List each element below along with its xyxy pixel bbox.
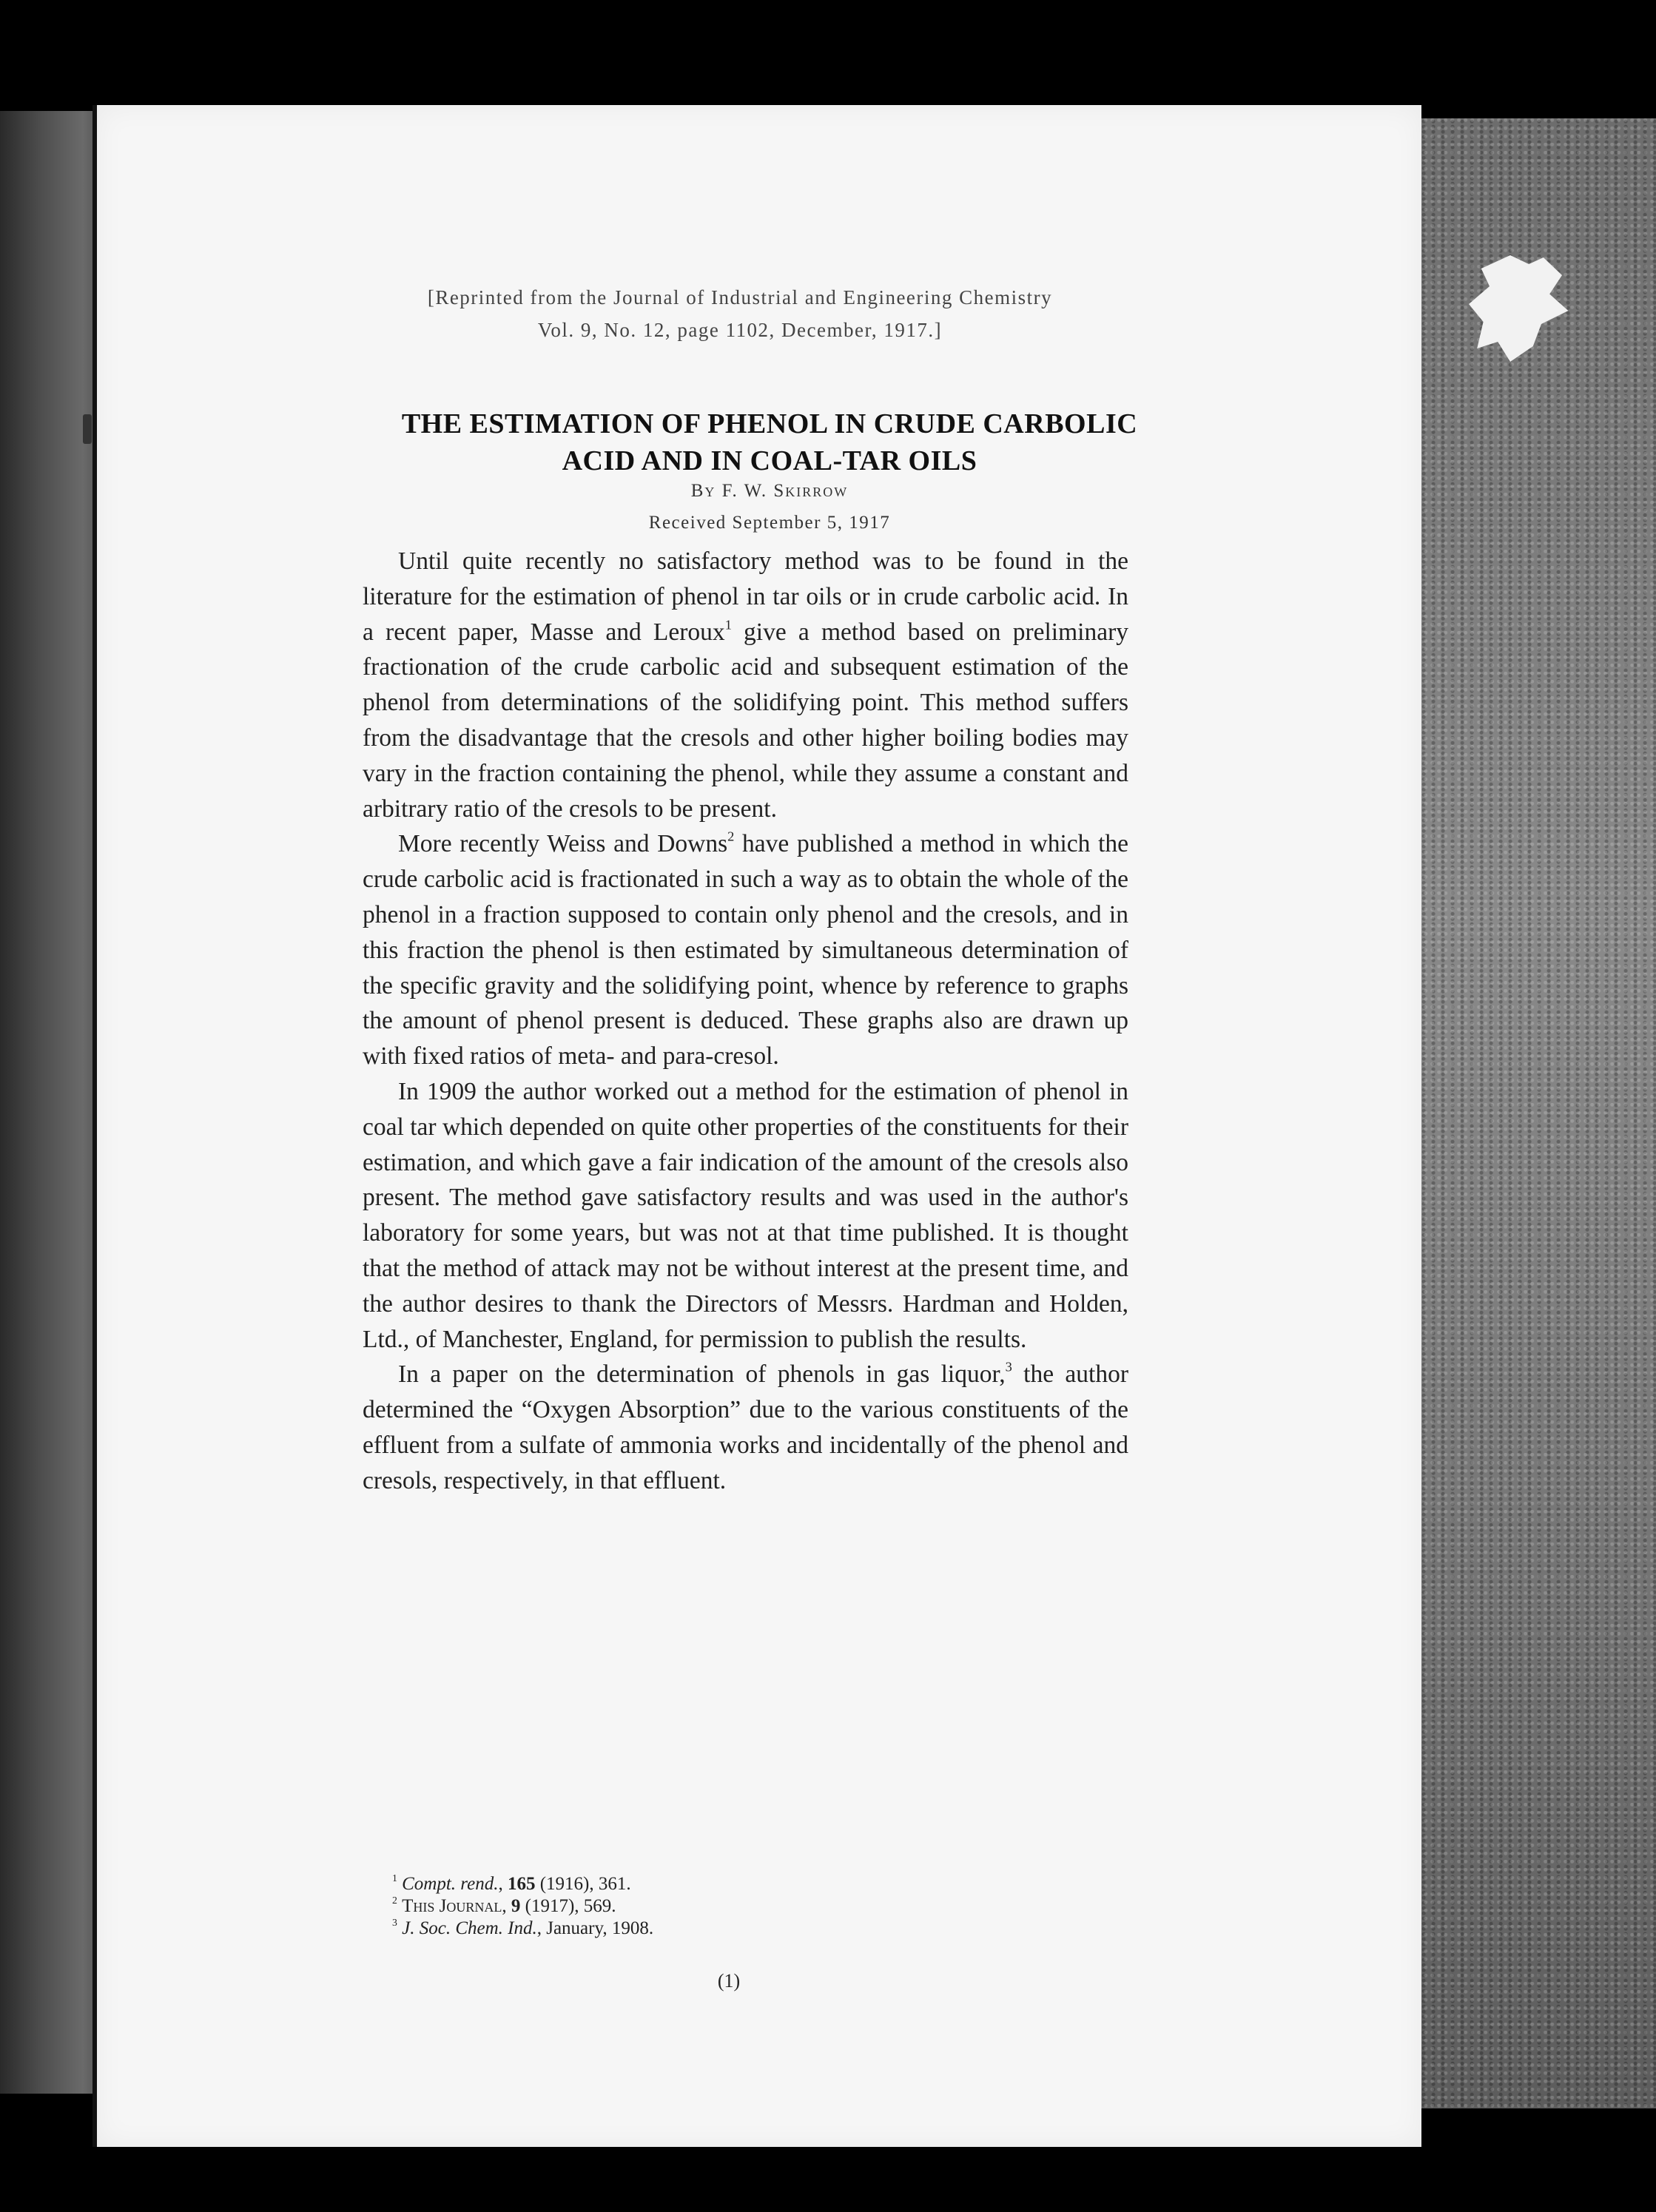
title-line2: ACID AND IN COAL-TAR OILS [562,445,977,476]
author-name: F. W. Skirrow [721,481,849,501]
footnote-3: $^3$ J. Soc. Chem. Ind., January, 1908. [392,1917,654,1938]
paragraph-4: In a paper on the determination of phenols in gas liquor,$^3$ the author determined the “Oxygen Absorption” due to the various constituents of the effluent from a sulfate of ammonia works and incidentally of the phenol and cresols, respectively, in that effluent. [363,1359,1128,1494]
right-mount-background [1417,118,1656,2108]
margin-mark [83,414,92,444]
title-line1: THE ESTIMATION OF PHENOL IN CRUDE CARBOLIC [401,408,1138,439]
footnotes [392,1873,1117,1940]
footnote-2: $^2$ This Journal, 9 (1917), 569. [392,1895,616,1916]
footnote-1: $^1$ Compt. rend., 165 (1916), 361. [392,1872,631,1894]
paragraph-2: More recently Weiss and Downs$^2$ have published a method in which the crude carbolic acid is fractionated in such a way as to obtain the whole of the phenol in a fraction supposed to contain only phenol and the cresols, and in this fraction the phenol is then estimated by simultaneous determination of the specific gravity and the solidifying point, whence by reference to graphs the amount of phenol present is deduced. These graphs also are drawn up with fixed ratios of meta- and para-cresol. [363,829,1128,1070]
reprint-note-line2: Vol. 9, No. 12, page 1102, December, 1917.] [537,319,943,341]
reprint-note [259,281,1221,346]
received-date: Received September 5, 1917 [648,513,891,533]
paragraph-1: Until quite recently no satisfactory method was to be found in the literature for the estimation of phenol in tar oils or in crude carbolic acid. In a recent paper, Masse and Leroux$^1$ give a method based on preliminary fractionation of the crude carbolic acid and subsequent estimation of the phenol from determinations of the solidifying point. This method suffers from the disadvantage that the cresols and other higher boiling bodies may vary in the fraction containing the phenol, while they assume a constant and arbitrary ratio of the cresols to be present. [363,547,1128,823]
footnote-ref-1: 1 [724,616,732,632]
paragraph-3: In 1909 the author worked out a method for the estimation of phenol in coal tar which depended on quite other properties of the constituents for their estimation, and which gave a fair indication of the amount of the cresols also present. The method gave satisfactory results and was used in the author's laboratory for some years, but was not at that time published. It is thought that the method of attack may not be without interest at the present time, and the author desires to thank the Directors of Messrs. Hardman and Holden, Ltd., of Manchester, England, for permission to publish the results. [363,1077,1128,1353]
byline-prefix: By [690,481,716,501]
byline [326,481,1214,502]
article-body [363,544,1128,1499]
footnote-ref-2: 2 [727,829,735,844]
reprint-note-line1: [Reprinted from the Journal of Industrial and Engineering Chemistry [427,286,1053,308]
article-title [326,405,1214,479]
page-number: (1) [717,1970,741,1992]
footnote-ref-3: 3 [1005,1359,1012,1375]
